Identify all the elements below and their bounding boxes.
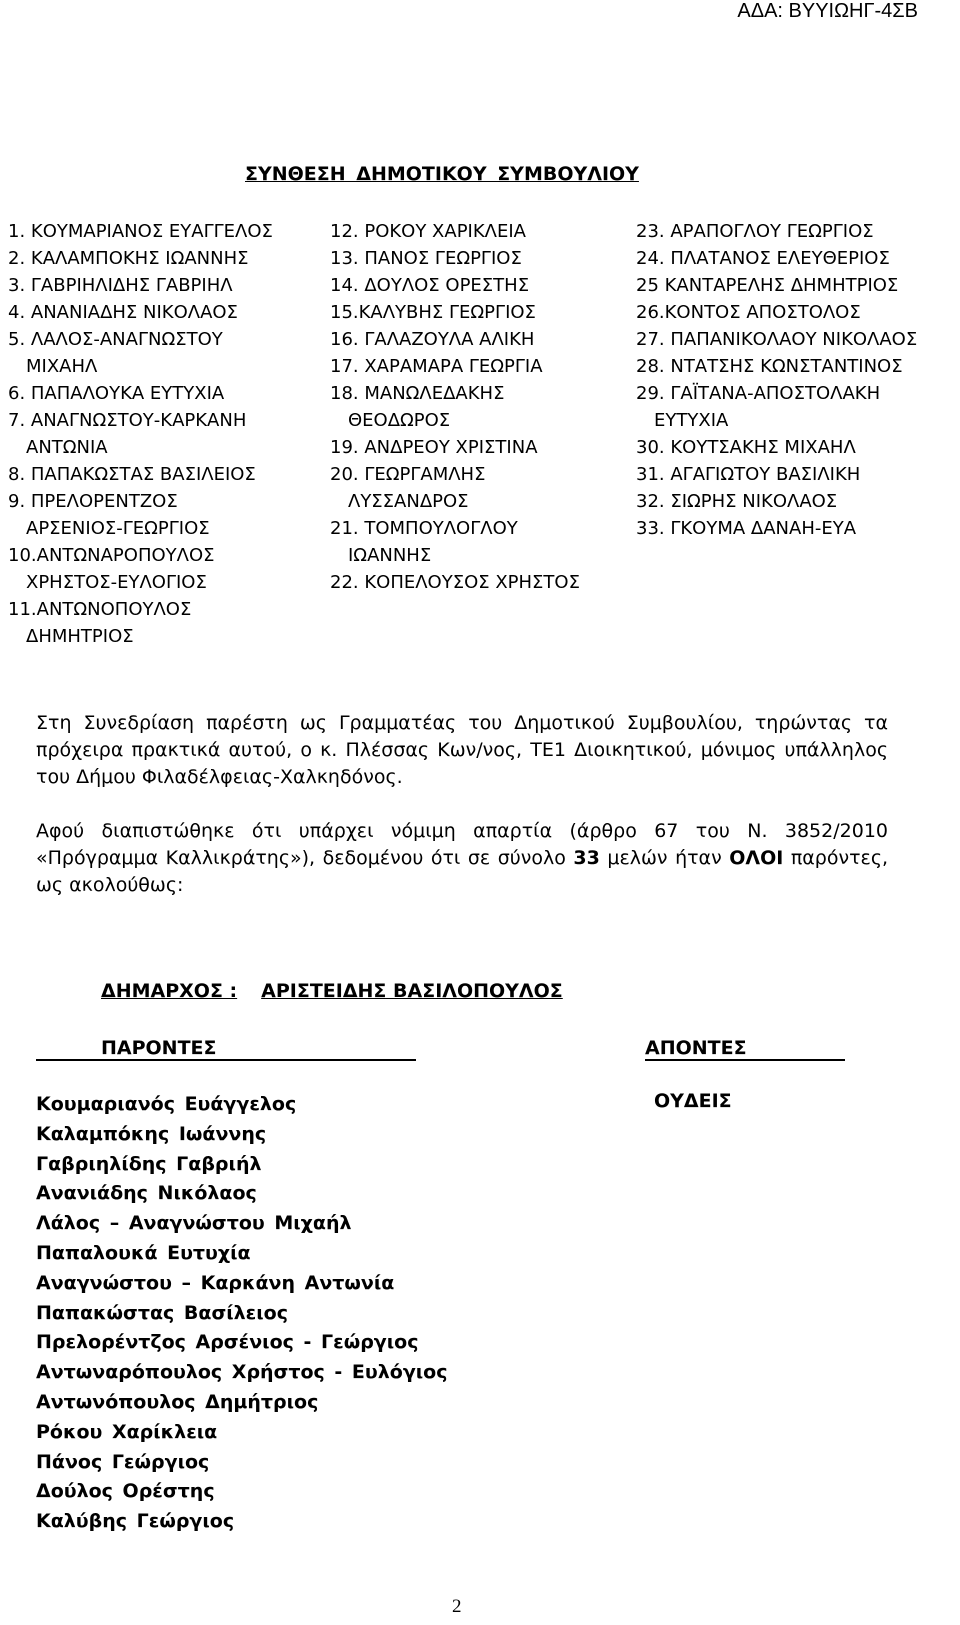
secretary-paragraph: Στη Συνεδρίαση παρέστη ως Γραμματέας του Δημοτικού Συμβουλίου, τηρώντας τα πρόχειρα πρακτικά αυτού, ο κ. Πλέσσας Κων/νος, ΤΕ1 Διοικητικού, μόνιμος υπάλληλος του Δήμου Φιλαδέλφειας-Χαλκηδόνος. <box>36 712 888 788</box>
council-member-line: 23. ΑΡΑΠΟΓΛΟΥ ΓΕΩΡΓΙΟΣ <box>636 221 874 242</box>
present-member: Κουμαριανός Ευάγγελος <box>36 1093 297 1115</box>
quorum-text-a: Αφού διαπιστώθηκε ότι υπάρχει νόμιμη απαρτία (άρθρο 67 του Ν. 3852/2010 «Πρόγραμμα Καλλικράτης»), δεδομένου ότι σε σύνολο <box>36 820 888 869</box>
council-member-line: ΙΩΑΝΝΗΣ <box>348 545 432 566</box>
mayor-name: ΑΡΙΣΤΕΙΔΗΣ ΒΑΣΙΛΟΠΟΥΛΟΣ <box>261 980 563 1002</box>
council-member-line: 31. ΑΓΑΓΙΩΤΟΥ ΒΑΣΙΛΙΚΗ <box>636 464 861 485</box>
council-column-2 <box>330 218 630 596</box>
present-member: Αντωναρόπουλος Χρήστος - Ευλόγιος <box>36 1361 448 1384</box>
quorum-text-c: παρόντες, ως ακολούθως: <box>36 847 889 896</box>
ada-code: ΑΔΑ: ΒΥΥΙΩΗΓ-4ΣΒ <box>737 0 918 22</box>
council-member-line: 21. ΤΟΜΠΟΥΛΟΓΛΟΥ <box>330 518 518 539</box>
council-member-line: 1. ΚΟΥΜΑΡΙΑΝΟΣ ΕΥΑΓΓΕΛΟΣ <box>8 221 273 242</box>
present-member: Παπαλουκά Ευτυχία <box>36 1241 251 1264</box>
present-member: Καλαμπόκης Ιωάννης <box>36 1122 267 1145</box>
council-member-line: ΕΥΤΥΧΙΑ <box>654 410 729 431</box>
present-member: Καλύβης Γεώργιος <box>36 1510 235 1533</box>
council-member-line: ΜΙΧΑΗΛ <box>26 356 98 377</box>
absent-value: ΟΥΔΕΙΣ <box>654 1090 732 1112</box>
present-member: Παπακώστας Βασίλειος <box>36 1301 288 1324</box>
present-header-label: ΠΑΡΟΝΤΕΣ <box>101 1037 217 1059</box>
council-member-line: ΧΡΗΣΤΟΣ-ΕΥΛΟΓΙΟΣ <box>26 572 207 593</box>
present-member: Πάνος Γεώργιος <box>36 1450 210 1473</box>
council-member-line: 32. ΣΙΩΡΗΣ ΝΙΚΟΛΑΟΣ <box>636 491 838 512</box>
quorum-text-b: μελών ήταν <box>599 847 730 869</box>
present-member: Ρόκου Χαρίκλεια <box>36 1420 218 1443</box>
present-member: Λάλος – Αναγνώστου Μιχαήλ <box>36 1212 352 1235</box>
council-member-line: 33. ΓΚΟΥΜΑ ΔΑΝΑΗ-ΕΥΑ <box>636 518 857 539</box>
absent-header <box>645 1037 845 1061</box>
all-present: ΟΛΟΙ <box>729 847 784 869</box>
council-member-line: 24. ΠΛΑΤΑΝΟΣ ΕΛΕΥΘΕΡΙΟΣ <box>636 248 890 269</box>
present-member: Ανανιάδης Νικόλαος <box>36 1182 257 1205</box>
council-member-line: ΘΕΟΔΩΡΟΣ <box>348 410 451 431</box>
council-column-3 <box>636 218 956 542</box>
council-member-line: 3. ΓΑΒΡΙΗΛΙΔΗΣ ΓΑΒΡΙΗΛ <box>8 275 233 296</box>
council-member-line: 30. ΚΟΥΤΣΑΚΗΣ ΜΙΧΑΗΛ <box>636 437 856 458</box>
council-member-line: 12. ΡΟΚΟΥ ΧΑΡΙΚΛΕΙΑ <box>330 221 526 242</box>
mayor-line <box>101 980 563 1002</box>
page-title: ΣΥΝΘΕΣΗ ΔΗΜΟΤΙΚΟΥ ΣΥΜΒΟΥΛΙΟΥ <box>245 163 639 185</box>
council-member-line: 10.ΑΝΤΩΝΑΡΟΠΟΥΛΟΣ <box>8 545 215 566</box>
member-count: 33 <box>573 847 600 869</box>
council-member-line: 20. ΓΕΩΡΓΑΜΛΗΣ <box>330 464 486 485</box>
council-member-line: 7. ΑΝΑΓΝΩΣΤΟΥ-ΚΑΡΚΑΝΗ <box>8 410 247 431</box>
council-column-1 <box>8 218 318 650</box>
council-member-line: 5. ΛΑΛΟΣ-ΑΝΑΓΝΩΣΤΟΥ <box>8 329 223 350</box>
council-member-line: 2. ΚΑΛΑΜΠΟΚΗΣ ΙΩΑΝΝΗΣ <box>8 248 249 269</box>
council-member-line: 29. ΓΑΪΤΑΝΑ-ΑΠΟΣΤΟΛΑΚΗ <box>636 383 881 404</box>
council-member-line: 26.ΚΟΝΤΟΣ ΑΠΟΣΤΟΛΟΣ <box>636 302 861 323</box>
page-number: 2 <box>452 1596 462 1617</box>
council-member-line: ΑΡΣΕΝΙΟΣ-ΓΕΩΡΓΙΟΣ <box>26 518 210 539</box>
council-member-line: 25 ΚΑΝΤΑΡΕΛΗΣ ΔΗΜΗΤΡΙΟΣ <box>636 275 899 296</box>
council-member-line: 13. ΠΑΝΟΣ ΓΕΩΡΓΙΟΣ <box>330 248 522 269</box>
council-member-line: 14. ΔΟΥΛΟΣ ΟΡΕΣΤΗΣ <box>330 275 530 296</box>
present-member: Αναγνώστου – Καρκάνη Αντωνία <box>36 1271 395 1294</box>
council-member-line: ΛΥΣΣΑΝΔΡΟΣ <box>348 491 469 512</box>
council-member-line: 15.ΚΑΛΥΒΗΣ ΓΕΩΡΓΙΟΣ <box>330 302 536 323</box>
present-member: Πρελορέντζος Αρσένιος - Γεώργιος <box>36 1331 419 1354</box>
absent-header-label: ΑΠΟΝΤΕΣ <box>645 1037 747 1059</box>
present-list <box>36 1090 447 1537</box>
council-member-line: 28. ΝΤΑΤΣΗΣ ΚΩΝΣΤΑΝΤΙΝΟΣ <box>636 356 903 377</box>
council-member-line: ΑΝΤΩΝΙΑ <box>26 437 108 458</box>
present-header <box>36 1037 416 1061</box>
council-member-line: 22. ΚΟΠΕΛΟΥΣΟΣ ΧΡΗΣΤΟΣ <box>330 572 580 593</box>
council-member-line: 16. ΓΑΛΑΖΟΥΛΑ ΑΛΙΚΗ <box>330 329 535 350</box>
council-member-line: 17. ΧΑΡΑΜΑΡΑ ΓΕΩΡΓΙΑ <box>330 356 543 377</box>
present-member: Γαβριηλίδης Γαβριήλ <box>36 1152 262 1175</box>
quorum-paragraph <box>36 818 888 899</box>
present-member: Αντωνόπουλος Δημήτριος <box>36 1390 319 1413</box>
mayor-label: ΔΗΜΑΡΧΟΣ : <box>101 980 238 1002</box>
present-member: Δούλος Ορέστης <box>36 1480 215 1503</box>
council-member-line: 18. ΜΑΝΩΛΕΔΑΚΗΣ <box>330 383 505 404</box>
council-member-line: 4. ΑΝΑΝΙΑΔΗΣ ΝΙΚΟΛΑΟΣ <box>8 302 238 323</box>
council-member-line: 11.ΑΝΤΩΝΟΠΟΥΛΟΣ <box>8 599 192 620</box>
council-member-line: 9. ΠΡΕΛΟΡΕΝΤΖΟΣ <box>8 491 178 512</box>
council-member-line: 6. ΠΑΠΑΛΟΥΚΑ ΕΥΤΥΧΙΑ <box>8 383 225 404</box>
council-member-line: ΔΗΜΗΤΡΙΟΣ <box>26 626 134 647</box>
council-member-line: 19. ΑΝΔΡΕΟΥ ΧΡΙΣΤΙΝΑ <box>330 437 538 458</box>
council-member-line: 27. ΠΑΠΑΝΙΚΟΛΑΟΥ ΝΙΚΟΛΑΟΣ <box>636 329 918 350</box>
council-member-line: 8. ΠΑΠΑΚΩΣΤΑΣ ΒΑΣΙΛΕΙΟΣ <box>8 464 256 485</box>
